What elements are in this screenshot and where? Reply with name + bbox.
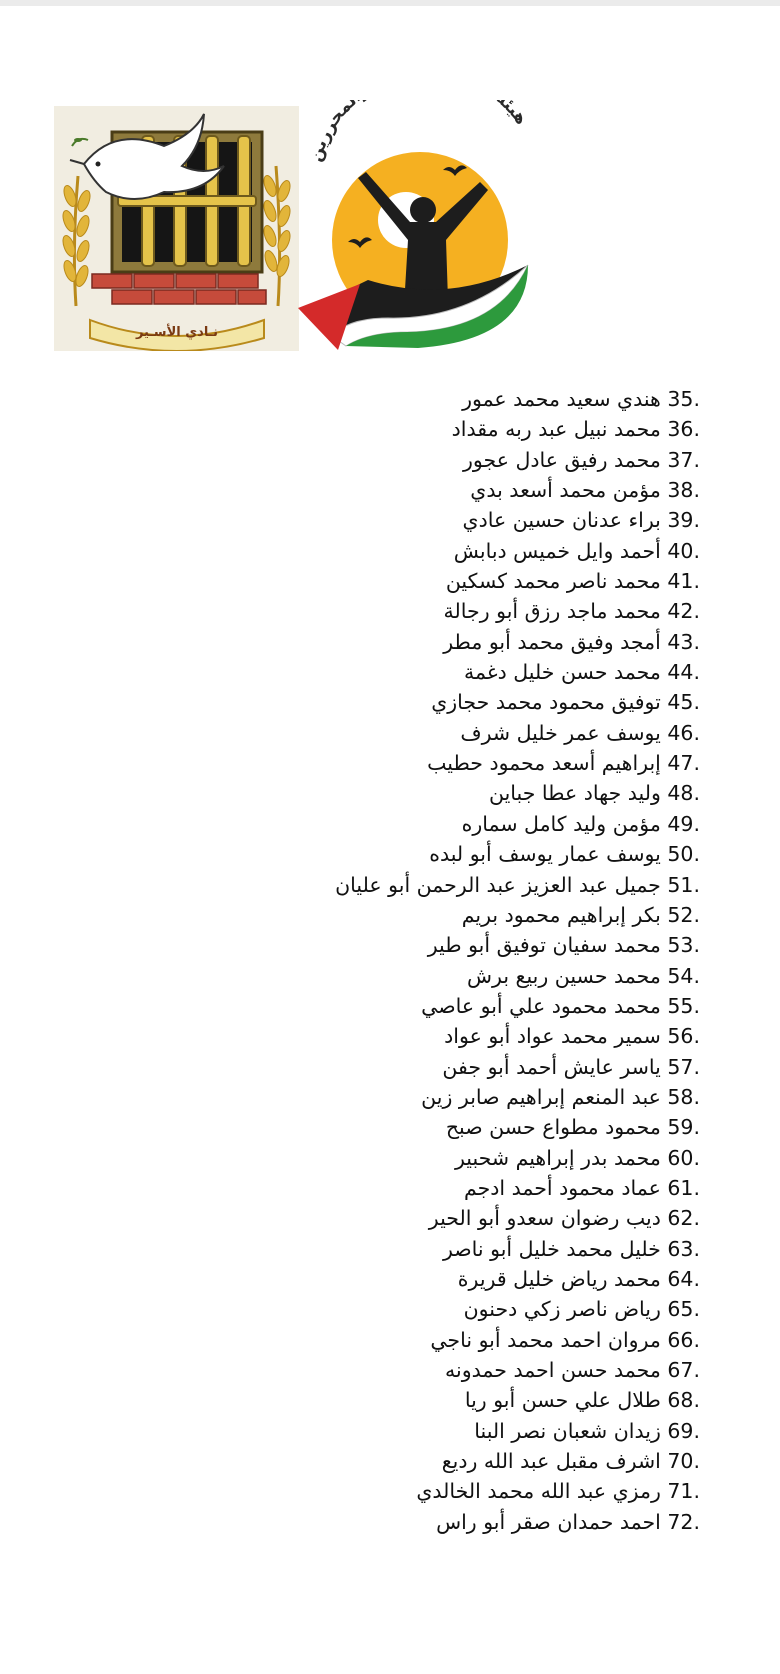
list-item [180, 1385, 700, 1415]
item-name: أحمد وايل خميس دبابش [453, 538, 661, 563]
item-number: 50. [667, 842, 700, 867]
item-name: طلال علي حسن أبو ريا [464, 1388, 661, 1413]
item-number: 37. [667, 447, 700, 472]
item-number: 38. [667, 478, 700, 503]
item-name: محمد ماجد رزق أبو رجالة [443, 599, 661, 624]
item-number: 40. [667, 538, 700, 563]
item-number: 66. [667, 1327, 700, 1352]
item-name: محمد نبيل عبد ربه مقداد [451, 417, 661, 442]
item-number: 62. [667, 1206, 700, 1231]
item-number: 41. [667, 569, 700, 594]
list-item [180, 1416, 700, 1446]
item-name: زيدان شعبان نصر البنا [474, 1418, 661, 1443]
item-name: سمير محمد عواد أبو عواد [444, 1024, 661, 1049]
item-number: 53. [667, 933, 700, 958]
item-number: 54. [667, 963, 700, 988]
item-name: محمد رفيق عادل عجور [463, 447, 661, 472]
list-item [180, 930, 700, 960]
list-item [180, 1234, 700, 1264]
item-number: 59. [667, 1115, 700, 1140]
names-list [180, 384, 700, 1537]
item-name: أمجد وفيق محمد أبو مطر [443, 629, 661, 654]
item-number: 42. [667, 599, 700, 624]
item-number: 44. [667, 660, 700, 685]
list-item [180, 627, 700, 657]
item-name: براء عدنان حسين عادي [462, 508, 661, 533]
item-number: 45. [667, 690, 700, 715]
item-name: إبراهيم أسعد محمود حطيب [427, 751, 661, 776]
item-name: مروان احمد محمد أبو ناجي [430, 1327, 661, 1352]
commission-logo-text: هيئ لمحررين [305, 100, 532, 165]
list-item [180, 1052, 700, 1082]
list-item [180, 1476, 700, 1506]
item-number: 60. [667, 1145, 700, 1170]
item-name: بكر إبراهيم محمود بريم [461, 902, 661, 927]
item-number: 63. [667, 1236, 700, 1261]
list-item [180, 384, 700, 414]
list-item [180, 1507, 700, 1537]
list-item [180, 1112, 700, 1142]
item-number: 36. [667, 417, 700, 442]
item-name: محمد ناصر محمد كسكين [445, 569, 661, 594]
item-number: 49. [667, 811, 700, 836]
list-item [180, 748, 700, 778]
commission-logo [298, 100, 560, 350]
dove-prison-window-logo-icon [54, 106, 299, 351]
item-name: عبد المنعم إبراهيم صابر زين [421, 1084, 661, 1109]
item-name: مؤمن محمد أسعد بدي [470, 478, 661, 503]
item-name: خليل محمد خليل أبو ناصر [442, 1236, 661, 1261]
list-item [180, 870, 700, 900]
item-name: عماد محمود أحمد ادجم [463, 1175, 661, 1200]
item-name: رياض ناصر زكي دحنون [463, 1297, 661, 1322]
list-item [180, 809, 700, 839]
item-number: 51. [667, 872, 700, 897]
list-item [180, 1294, 700, 1324]
item-name: محمد رياض خليل قريرة [457, 1266, 661, 1291]
list-item [180, 961, 700, 991]
item-name: محمد حسن خليل دغمة [464, 660, 661, 685]
item-number: 70. [667, 1449, 700, 1474]
list-item [180, 991, 700, 1021]
item-name: مؤمن وليد كامل سماره [461, 811, 661, 836]
item-number: 56. [667, 1024, 700, 1049]
item-number: 68. [667, 1388, 700, 1413]
item-name: رمزي عبد الله محمد الخالدي [416, 1479, 661, 1504]
list-item [180, 1446, 700, 1476]
item-number: 35. [667, 387, 700, 411]
item-number: 39. [667, 508, 700, 533]
club-logo-text: نـادي الأسـير [135, 325, 219, 340]
list-item [180, 475, 700, 505]
item-name: توفيق محمود محمد حجازي [431, 690, 661, 715]
list-item [180, 687, 700, 717]
list-item [180, 566, 700, 596]
item-name: محمد حسن احمد حمدونه [445, 1358, 661, 1382]
wheat-right-icon [262, 166, 293, 306]
list-item [180, 1203, 700, 1233]
list-item [180, 1325, 700, 1355]
item-name: وليد جهاد عطا جباين [489, 781, 661, 806]
item-number: 67. [667, 1358, 700, 1382]
item-number: 61. [667, 1175, 700, 1200]
list-item [180, 596, 700, 626]
item-name: محمد بدر إبراهيم شحبير [454, 1145, 661, 1170]
item-number: 72. [667, 1509, 700, 1534]
wheat-left-icon [61, 176, 93, 306]
item-name: محمد سفيان توفيق أبو طير [427, 933, 661, 958]
item-name: ياسر عايش أحمد أبو جفن [442, 1054, 661, 1079]
item-number: 47. [667, 751, 700, 776]
list-item [180, 900, 700, 930]
list-item [180, 536, 700, 566]
list-item [180, 445, 700, 475]
prisoner-sun-flag-logo-icon [298, 100, 560, 350]
item-number: 69. [667, 1418, 700, 1443]
bricks-icon [92, 274, 266, 304]
top-divider [0, 0, 780, 6]
list-item [180, 1143, 700, 1173]
list-item [180, 1173, 700, 1203]
list-item [180, 1355, 700, 1385]
item-name: احمد حمدان صقر أبو راس [436, 1509, 661, 1534]
list-item [180, 839, 700, 869]
item-number: 52. [667, 902, 700, 927]
item-name: محمد حسين ربيع برش [466, 963, 661, 988]
list-item [180, 778, 700, 808]
item-number: 71. [667, 1479, 700, 1504]
list-item [180, 1021, 700, 1051]
item-name: يوسف عمر خليل شرف [460, 720, 661, 745]
item-number: 55. [667, 993, 700, 1018]
item-number: 58. [667, 1084, 700, 1109]
item-number: 48. [667, 781, 700, 806]
prisoners-club-logo [54, 106, 299, 351]
item-name: اشرف مقبل عبد الله رديع [441, 1449, 661, 1474]
item-name: جميل عبد العزيز عبد الرحمن أبو عليان [335, 872, 661, 897]
list-item [180, 505, 700, 535]
item-number: 65. [667, 1297, 700, 1322]
item-number: 57. [667, 1054, 700, 1079]
list-item [180, 1264, 700, 1294]
list-item [180, 1082, 700, 1112]
item-number: 64. [667, 1266, 700, 1291]
item-number: 46. [667, 720, 700, 745]
list-item [180, 414, 700, 444]
item-name: محمد محمود علي أبو عاصي [421, 993, 661, 1018]
list-item [180, 657, 700, 687]
list-item [180, 718, 700, 748]
item-number: 43. [667, 629, 700, 654]
item-name: يوسف عمار يوسف أبو لبده [429, 842, 661, 867]
item-name: محمود مطواع حسن صبح [445, 1115, 661, 1140]
item-name: هندي سعيد محمد عمور [462, 387, 661, 411]
item-name: ديب رضوان سعدو أبو الحير [428, 1206, 661, 1231]
